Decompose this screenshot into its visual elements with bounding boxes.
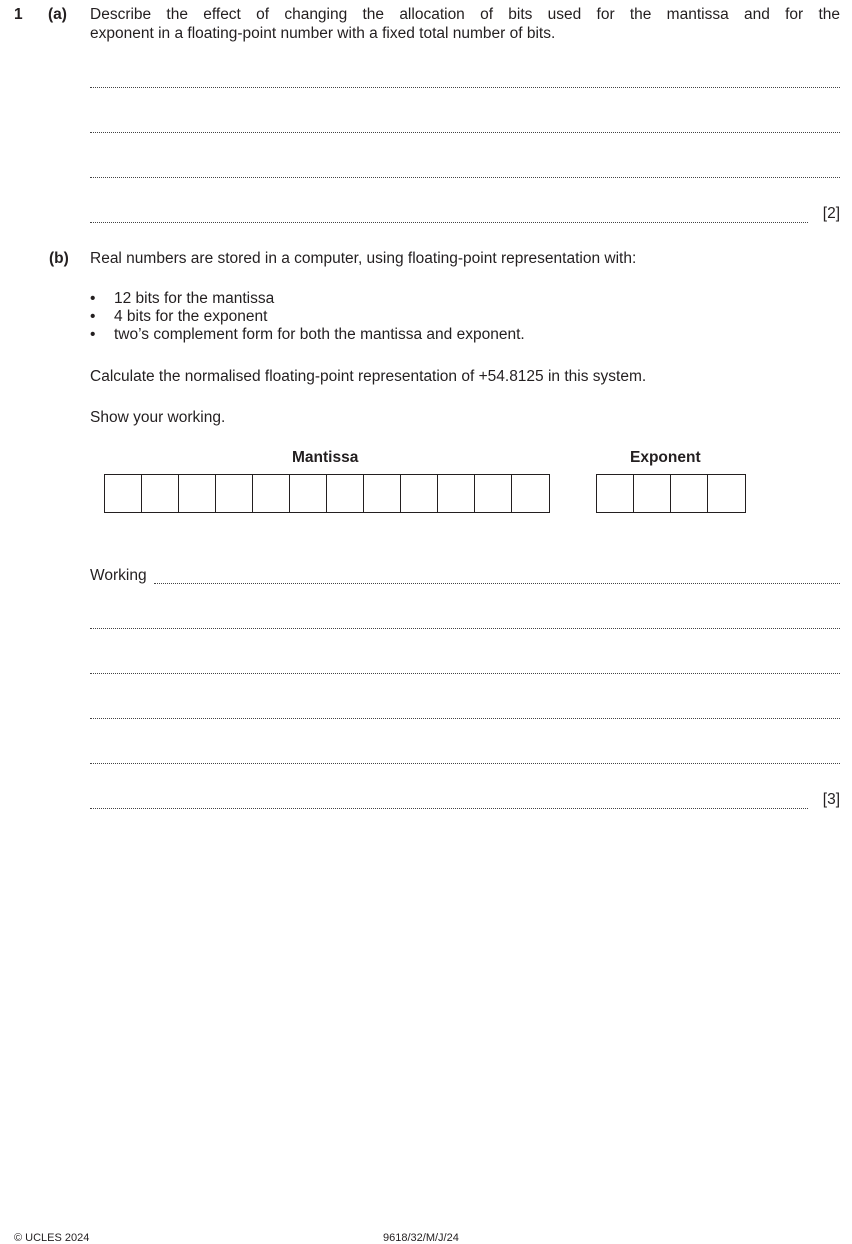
show-working-text: Show your working. bbox=[90, 409, 226, 426]
part-a-marks: [2] bbox=[822, 205, 840, 222]
part-b-intro: Real numbers are stored in a computer, using floating-point representation with: bbox=[90, 250, 637, 267]
bullet-icon: • bbox=[90, 290, 96, 307]
mantissa-bit-box[interactable] bbox=[179, 475, 216, 512]
working-label: Working bbox=[90, 567, 147, 584]
part-b-instruction: Calculate the normalised floating-point representation of +54.8125 in this system. bbox=[90, 368, 647, 385]
answer-line[interactable] bbox=[90, 212, 808, 223]
answer-line[interactable] bbox=[90, 708, 840, 719]
exponent-bit-box[interactable] bbox=[708, 475, 745, 512]
answer-line[interactable] bbox=[90, 77, 840, 88]
mantissa-boxes bbox=[104, 474, 550, 513]
mantissa-bit-box[interactable] bbox=[327, 475, 364, 512]
exponent-bit-box[interactable] bbox=[597, 475, 634, 512]
bullet-icon: • bbox=[90, 308, 96, 325]
answer-line[interactable] bbox=[90, 798, 808, 809]
answer-line[interactable] bbox=[154, 573, 840, 584]
answer-line[interactable] bbox=[90, 753, 840, 764]
mantissa-bit-box[interactable] bbox=[253, 475, 290, 512]
list-item: • 4 bits for the exponent bbox=[90, 308, 268, 325]
answer-line[interactable] bbox=[90, 167, 840, 178]
answer-line[interactable] bbox=[90, 618, 840, 629]
part-a-text-line2: exponent in a floating-point number with a fixed total number of bits. bbox=[90, 25, 556, 42]
mantissa-bit-box[interactable] bbox=[142, 475, 179, 512]
mantissa-bit-box[interactable] bbox=[364, 475, 401, 512]
mantissa-bit-box[interactable] bbox=[512, 475, 549, 512]
exponent-boxes bbox=[596, 474, 746, 513]
answer-line[interactable] bbox=[90, 663, 840, 674]
list-item: • two’s complement form for both the mantissa and exponent. bbox=[90, 326, 525, 343]
part-b-marks: [3] bbox=[822, 791, 840, 808]
mantissa-bit-box[interactable] bbox=[401, 475, 438, 512]
footer-code: 9618/32/M/J/24 bbox=[383, 1232, 459, 1244]
part-b-label: (b) bbox=[49, 250, 69, 267]
mantissa-label: Mantissa bbox=[292, 449, 359, 466]
mantissa-bit-box[interactable] bbox=[216, 475, 253, 512]
mantissa-bit-box[interactable] bbox=[475, 475, 512, 512]
question-number: 1 bbox=[14, 6, 23, 23]
part-a-text-line1: Describe the effect of changing the allocation of bits used for the mantissa and for the bbox=[90, 6, 840, 23]
list-item: • 12 bits for the mantissa bbox=[90, 290, 275, 307]
mantissa-bit-box[interactable] bbox=[290, 475, 327, 512]
exponent-bit-box[interactable] bbox=[671, 475, 708, 512]
answer-line[interactable] bbox=[90, 122, 840, 133]
bullet-icon: • bbox=[90, 326, 96, 343]
mantissa-bit-box[interactable] bbox=[105, 475, 142, 512]
mantissa-bit-box[interactable] bbox=[438, 475, 475, 512]
footer-copyright: © UCLES 2024 bbox=[14, 1232, 90, 1244]
exponent-bit-box[interactable] bbox=[634, 475, 671, 512]
exponent-label: Exponent bbox=[630, 449, 701, 466]
part-a-label: (a) bbox=[48, 6, 67, 23]
